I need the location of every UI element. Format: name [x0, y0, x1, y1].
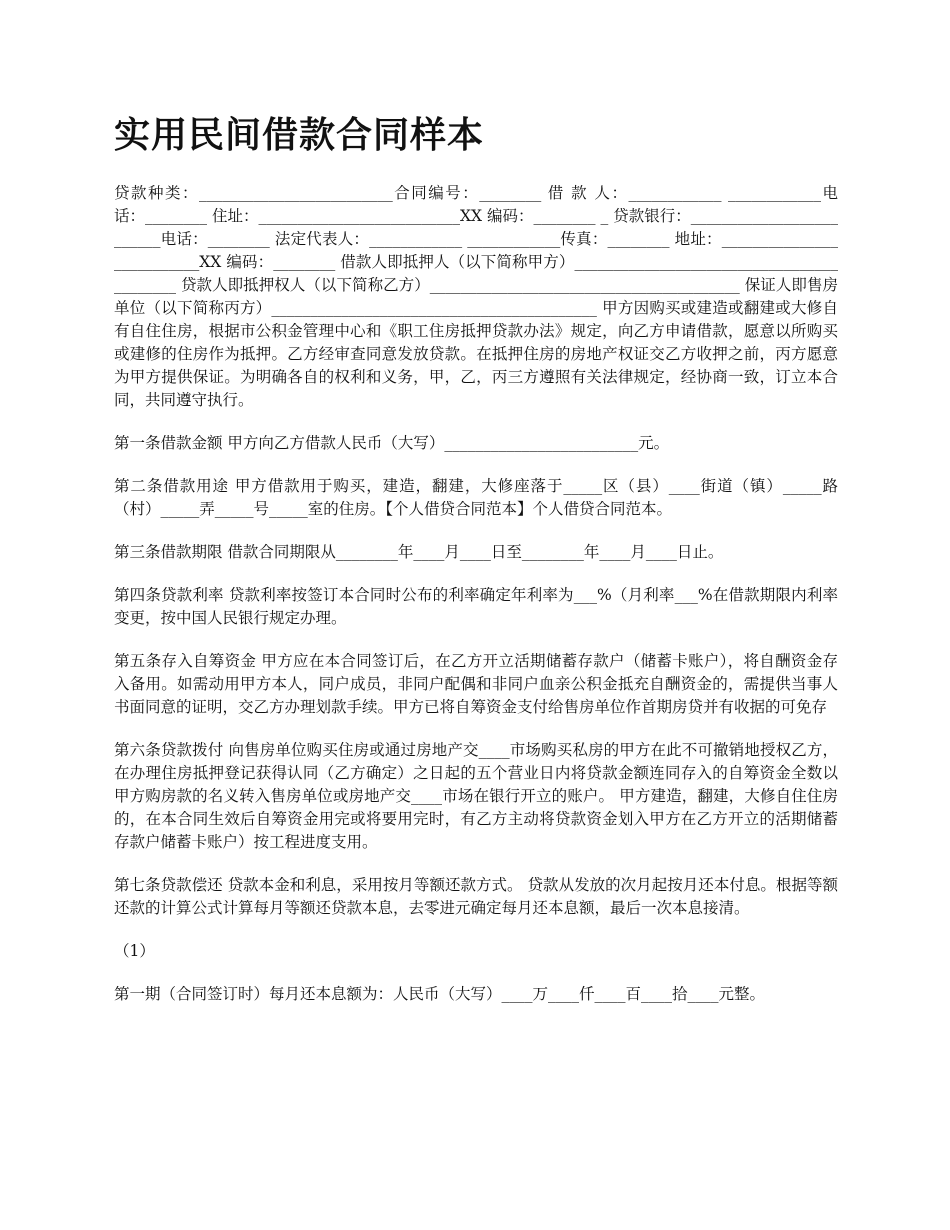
article-4-interest-rate: 第四条贷款利率 贷款利率按签订本合同时公布的利率确定年利率为___%（月利率___%在借款期限内利率变更，按中国人民银行规定办理。: [114, 586, 838, 627]
document-page: [114, 112, 838, 1026]
contract-header-paragraph: 贷款种类：_________________________合同编号：________ 借 款 人：____________ ____________电话：________ 住址：__________________________XX 编码：________ _ 贷款银行：_________________________电话：________ 法定代表人：____________ ____________传真：________ 地址：__________________________XX 编码：________ 借款人即抵押人（以下简称甲方）__________________________________________ 贷款人即抵押权人（以下简称乙方）________________________________________ 保证人即售房单位（以下简称丙方）__________________________________________ 甲方因购买或建造或翻建或大修自有自住住房，根据市公积金管理中心和《职工住房抵押贷款办法》规定，向乙方申请借款，愿意以所购买或建修的住房作为抵押。乙方经审查同意发放贷款。在抵押住房的房地产权证交乙方收押之前，丙方愿意为甲方提供保证。为明确各自的权利和义务，甲，乙，丙三方遵照有关法律规定，经协商一致，订立本合同，共同遵守执行。: [114, 184, 838, 409]
article-5-self-funds: 第五条存入自筹资金 甲方应在本合同签订后，在乙方开立活期储蓄存款户（储蓄卡账户），将自酬资金存入备用。如需动用甲方本人，同户成员，非同户配偶和非同户血亲公积金抵充自酬资金的，需提供当事人书面同意的证明，交乙方办理划款手续。甲方已将自筹资金支付给售房单位作首期房贷并有收据的可免存: [114, 652, 838, 716]
article-2-loan-purpose: 第二条借款用途 甲方借款用于购买，建造，翻建，大修座落于_____区（县）____街道（镇）_____路（村）_____弄_____号_____室的住房。【个人借贷合同范本】个人借贷合同范本。: [114, 477, 838, 518]
article-6-disbursement: 第六条贷款拨付 向售房单位购买住房或通过房地产交____市场购买私房的甲方在此不可撤销地授权乙方，在办理住房抵押登记获得认同（乙方确定）之日起的五个营业日内将贷款金额连同存入的自筹资金全数以甲方购房款的名义转入售房单位或房地产交____市场在银行开立的账户。 甲方建造，翻建，大修自住住房的，在本合同生效后自筹资金用完或将要用完时，有乙方主动将贷款资金划入甲方在乙方开立的活期储蓄存款户储蓄卡账户）按工程进度支用。: [114, 741, 838, 851]
article-1-loan-amount: 第一条借款金额 甲方向乙方借款人民币（大写）_________________________元。: [114, 434, 670, 452]
article-7-repayment: 第七条贷款偿还 贷款本金和利息，采用按月等额还款方式。 贷款从发放的次月起按月还本付息。根据等额还款的计算公式计算每月等额还贷款本息，去零进元确定每月还本息额，最后一次本息接清。: [114, 876, 838, 917]
article-3-loan-term: 第三条借款期限 借款合同期限从________年____月____日至________年____月____日止。: [114, 543, 724, 561]
document-title: 实用民间借款合同样本: [114, 115, 485, 156]
list-number: （1）: [114, 942, 155, 960]
first-installment-paragraph: 第一期（合同签订时）每月还本息额为：人民币（大写）____万____仟____百____拾____元整。: [114, 985, 766, 1003]
